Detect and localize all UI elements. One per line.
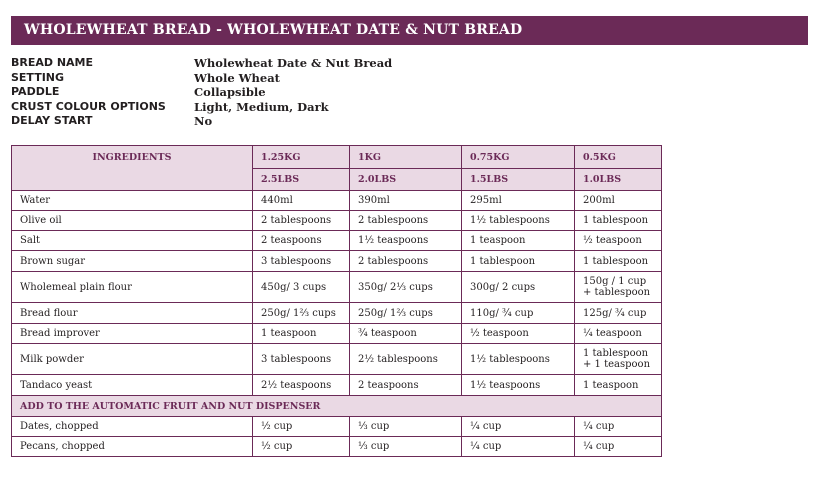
ingredient-name: Salt xyxy=(12,231,253,251)
quantity-cell: 1½ tablespoons xyxy=(462,344,575,375)
quantity-cell: ½ teaspoon xyxy=(575,231,662,251)
quantity-cell: ¼ cup xyxy=(462,417,575,437)
quantity-cell: 2 tablespoons xyxy=(253,211,350,231)
quantity-cell: 250g/ 1⅔ cups xyxy=(350,303,462,324)
quantity-cell: ½ cup xyxy=(253,437,350,457)
spec-label: SETTING xyxy=(11,70,65,84)
quantity-cell: 150g / 1 cup + tablespoon xyxy=(575,272,662,303)
quantity-cell: 440ml xyxy=(253,191,350,211)
ingredient-name: Bread flour xyxy=(12,303,253,324)
quantity-cell: 450g/ 3 cups xyxy=(253,272,350,303)
size-header: 0.5KG xyxy=(575,146,662,169)
quantity-cell: ⅓ cup xyxy=(350,417,462,437)
spec-label: PADDLE xyxy=(11,85,60,98)
quantity-cell: ½ teaspoon xyxy=(462,324,575,344)
quantity-cell: 295ml xyxy=(462,191,575,211)
ingredient-name: Wholemeal plain flour xyxy=(12,272,253,303)
spec-value: Whole Wheat xyxy=(194,70,280,85)
quantity-cell: 300g/ 2 cups xyxy=(462,272,575,303)
quantity-cell: 1 teaspoon xyxy=(253,324,350,344)
quantity-cell: 3 tablespoons xyxy=(253,344,350,375)
quantity-cell: ¼ cup xyxy=(462,437,575,457)
ingredient-name: Bread improver xyxy=(12,324,253,344)
quantity-cell: 2 teaspoons xyxy=(350,375,462,396)
size-header: 0.75KG xyxy=(462,146,575,169)
title-banner xyxy=(11,16,808,45)
quantity-cell: 1 tablespoon xyxy=(575,251,662,272)
quantity-cell: ¼ cup xyxy=(575,417,662,437)
ingredient-name: Water xyxy=(12,191,253,211)
spec-value: Light, Medium, Dark xyxy=(194,99,329,114)
dispenser-section-row xyxy=(12,396,662,417)
ingredients-table xyxy=(11,145,662,457)
spec-crust-colour xyxy=(11,100,611,115)
size-header: 1KG xyxy=(350,146,462,169)
quantity-cell: 1 teaspoon xyxy=(462,231,575,251)
quantity-cell: 200ml xyxy=(575,191,662,211)
table-row xyxy=(12,211,662,231)
spec-paddle xyxy=(11,85,611,100)
quantity-cell: 350g/ 2⅓ cups xyxy=(350,272,462,303)
spec-setting xyxy=(11,71,611,86)
quantity-cell: 390ml xyxy=(350,191,462,211)
table-row xyxy=(12,417,662,437)
size-header: 1.25KG xyxy=(253,146,350,169)
table-row xyxy=(12,344,662,375)
size-header: 1.5LBS xyxy=(462,169,575,191)
spec-bread-name xyxy=(11,56,611,71)
quantity-cell: 1 tablespoon xyxy=(462,251,575,272)
dispenser-section-header: ADD TO THE AUTOMATIC FRUIT AND NUT DISPENSER xyxy=(12,396,662,417)
table-row xyxy=(12,251,662,272)
quantity-cell: ½ cup xyxy=(253,417,350,437)
spec-label: BREAD NAME xyxy=(11,56,94,69)
size-header: 2.5LBS xyxy=(253,169,350,191)
quantity-cell: 110g/ ¾ cup xyxy=(462,303,575,324)
quantity-cell: 250g/ 1⅔ cups xyxy=(253,303,350,324)
table-row xyxy=(12,375,662,396)
quantity-cell: ⅓ cup xyxy=(350,437,462,457)
quantity-cell: 2 teaspoons xyxy=(253,231,350,251)
size-header: 1.0LBS xyxy=(575,169,662,191)
table-row xyxy=(12,437,662,457)
table-row xyxy=(12,303,662,324)
quantity-cell: ¼ teaspoon xyxy=(575,324,662,344)
spec-delay-start xyxy=(11,114,611,129)
quantity-cell: 1 tablespoon xyxy=(575,211,662,231)
quantity-cell: ¾ teaspoon xyxy=(350,324,462,344)
spec-value: Collapsible xyxy=(194,85,266,99)
quantity-cell: 2½ teaspoons xyxy=(253,375,350,396)
ingredient-name: Olive oil xyxy=(12,211,253,231)
ingredient-name: Pecans, chopped xyxy=(12,437,253,457)
size-header: 2.0LBS xyxy=(350,169,462,191)
quantity-cell: 1½ teaspoons xyxy=(350,231,462,251)
ingredient-name: Brown sugar xyxy=(12,251,253,272)
ingredient-name: Tandaco yeast xyxy=(12,375,253,396)
quantity-cell: 1 teaspoon xyxy=(575,375,662,396)
spec-label: DELAY START xyxy=(11,114,93,127)
ingredient-name: Dates, chopped xyxy=(12,417,253,437)
bread-specs xyxy=(11,56,611,129)
quantity-cell: 1 tablespoon + 1 teaspoon xyxy=(575,344,662,375)
quantity-cell: 1½ teaspoons xyxy=(462,375,575,396)
page-title: WHOLEWHEAT BREAD - WHOLEWHEAT DATE & NUT BREAD xyxy=(24,22,523,38)
quantity-cell: 1½ tablespoons xyxy=(462,211,575,231)
quantity-cell: 2 tablespoons xyxy=(350,251,462,272)
spec-label: CRUST COLOUR OPTIONS xyxy=(11,99,166,113)
header-row-kg xyxy=(12,146,662,169)
table-row xyxy=(12,191,662,211)
quantity-cell: 2½ tablespoons xyxy=(350,344,462,375)
table-row xyxy=(12,324,662,344)
ingredients-header: INGREDIENTS xyxy=(12,146,253,191)
quantity-cell: 3 tablespoons xyxy=(253,251,350,272)
table-row xyxy=(12,231,662,251)
ingredient-name: Milk powder xyxy=(12,344,253,375)
quantity-cell: ¼ cup xyxy=(575,437,662,457)
quantity-cell: 2 tablespoons xyxy=(350,211,462,231)
spec-value: Wholewheat Date & Nut Bread xyxy=(194,56,393,70)
spec-value: No xyxy=(194,114,213,128)
table-row xyxy=(12,272,662,303)
quantity-cell: 125g/ ¾ cup xyxy=(575,303,662,324)
